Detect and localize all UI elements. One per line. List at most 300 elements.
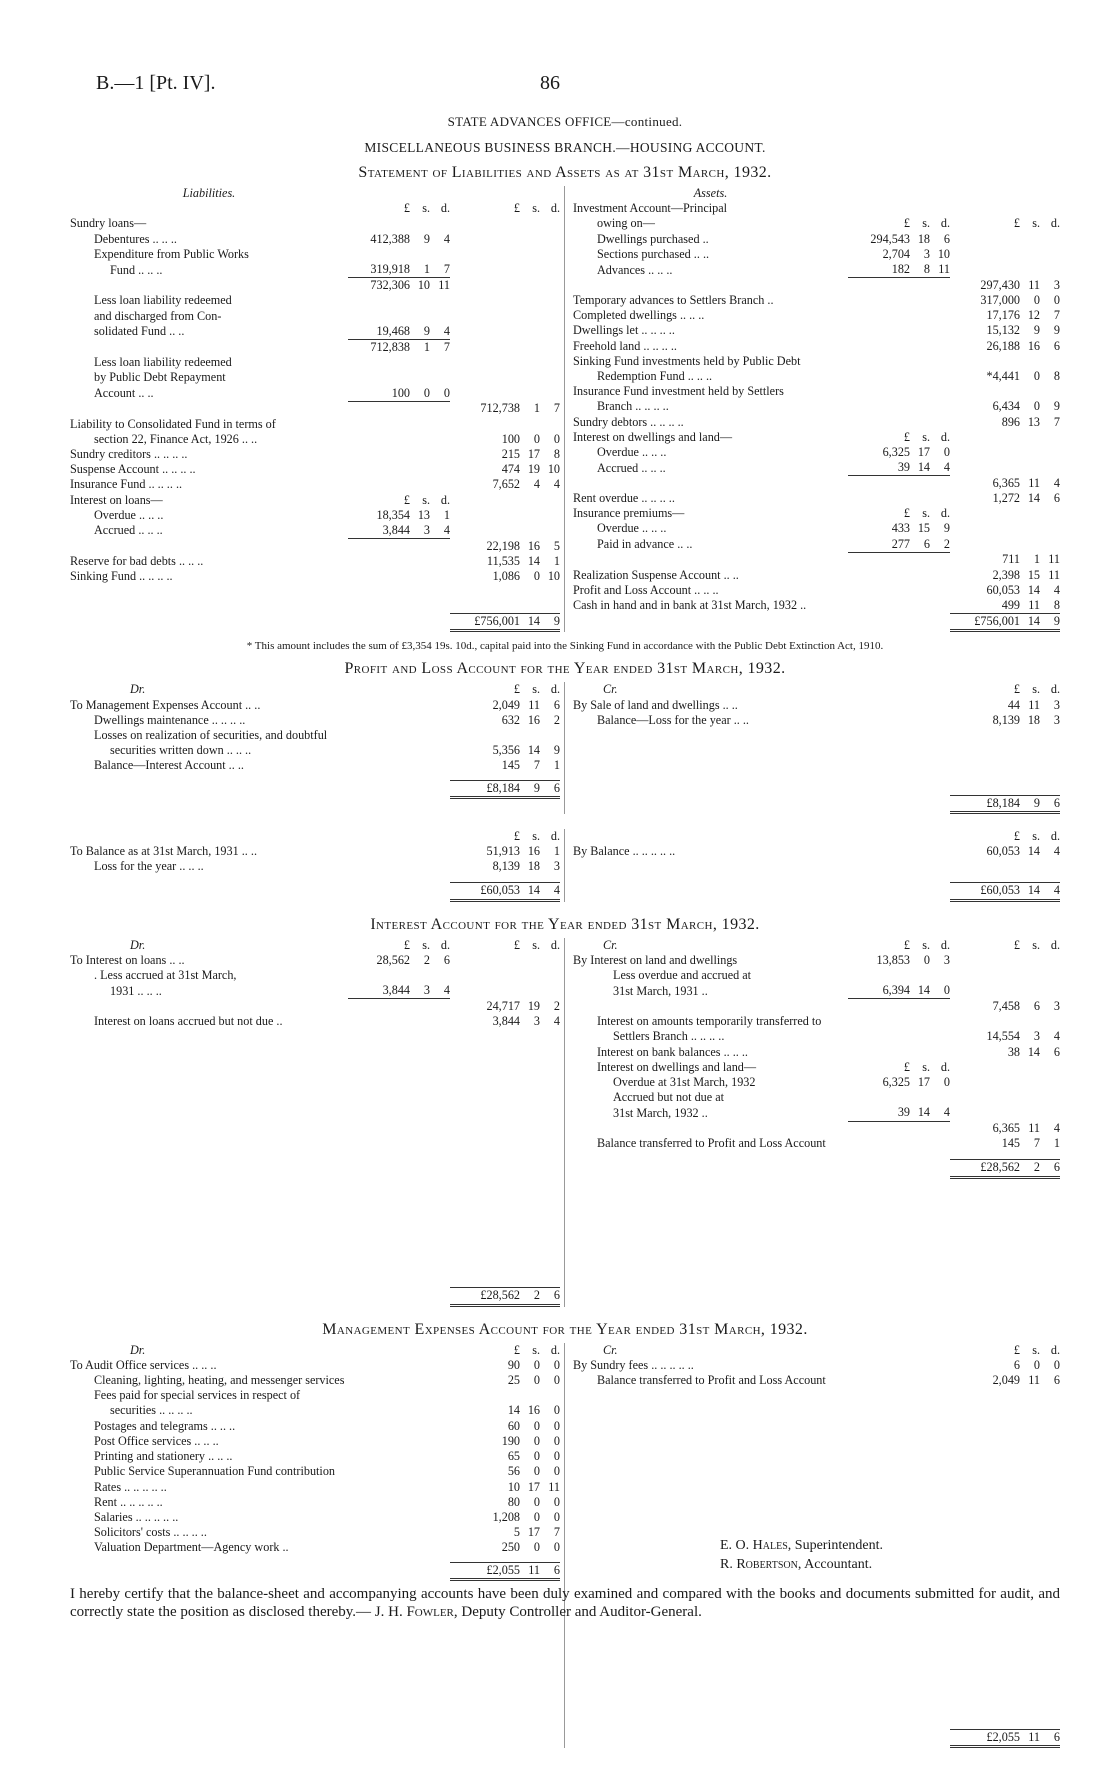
amount-pence: 4 [553, 1014, 560, 1029]
amount-pounds [848, 308, 910, 323]
row-description: By Sundry fees .. .. .. .. .. [573, 1357, 694, 1372]
amount-pounds [950, 521, 1020, 536]
row-description: Insurance Fund investment held by Settlers [573, 384, 784, 399]
amount-pounds [848, 354, 910, 369]
amount-pence [930, 476, 950, 491]
row-description: Balance transferred to Profit and Loss Account [597, 1373, 826, 1388]
amount-pence: d. [940, 429, 950, 444]
amount-pounds: 182 [891, 262, 910, 277]
amount-shillings [410, 1014, 430, 1029]
row-description: Interest on loans— [70, 492, 163, 507]
amount-pence [1040, 354, 1060, 369]
interest-debit: Dr. £ s. d. £ s. d. To Interest on loans .. .. 28,562 2 6 . Less accrued at 31st March, 1931 .. .. .. 3,844 3 4 24,717 19 2 Interest on loans accrued but not due .. 3,844 3 4 [70, 937, 560, 1029]
amount-pounds [450, 293, 520, 308]
amount-shillings: 1 [533, 401, 540, 416]
amount-pence: 11 [1048, 567, 1060, 582]
ledger-row [70, 1403, 560, 1418]
amount-shillings: 9 [423, 231, 430, 246]
amount-shillings [520, 968, 540, 983]
ledger-row [70, 743, 560, 758]
amount-shillings [910, 369, 930, 384]
amount-shillings [410, 370, 430, 385]
amount-shillings: 17 [527, 1525, 540, 1540]
amount-shillings: 10 [410, 278, 430, 294]
amount-shillings: 3 [923, 246, 930, 261]
row-description: Liability to Consolidated Fund in terms of [70, 416, 276, 431]
amount-shillings [910, 323, 930, 338]
amount-pounds: 6,325 [882, 1074, 910, 1089]
row-description: Interest on loans accrued but not due .. [94, 1014, 283, 1029]
row-description: Solicitors' costs .. .. .. .. [94, 1525, 207, 1540]
amount-pounds [450, 324, 520, 340]
amount-shillings [520, 278, 540, 294]
amount-pence: 6 [443, 952, 450, 967]
amount-pence [430, 539, 450, 554]
ledger-row [70, 340, 560, 356]
amount-pounds [950, 460, 1020, 476]
amount-pounds: 6,365 [992, 1121, 1020, 1136]
amount-pounds: 14 [507, 1403, 520, 1418]
ledger-row [573, 1060, 1060, 1075]
amount-shillings: 12 [1027, 308, 1040, 323]
ledger-row [70, 432, 560, 447]
amount-pence: 0 [553, 1509, 560, 1524]
amount-shillings: 18 [917, 231, 930, 246]
amount-shillings: 17 [917, 1074, 930, 1089]
amount-pence: 0 [1053, 292, 1060, 307]
amount-shillings: 14 [917, 983, 930, 998]
amount-pounds: 2,398 [992, 567, 1020, 582]
amount-pence: 0 [553, 1403, 560, 1418]
ledger-row [70, 508, 560, 523]
row-description: Settlers Branch .. .. .. .. [613, 1029, 725, 1044]
unit-shilling: s. [422, 201, 430, 216]
amount-shillings: s. [922, 216, 930, 231]
row-description: Sinking Fund investments held by Public Debt [573, 353, 801, 368]
ledger-row [573, 1075, 1060, 1090]
amount-shillings [910, 399, 930, 414]
amount-pounds [348, 447, 410, 462]
amount-shillings: 0 [533, 1357, 540, 1372]
amount-pounds: 6 [1013, 1357, 1020, 1372]
amount-pence [540, 983, 560, 999]
amount-pence [430, 293, 450, 308]
amount-pounds [950, 262, 1020, 278]
amount-pounds: 60,053 [986, 582, 1020, 597]
amount-shillings [910, 1045, 930, 1060]
amount-pounds: 2,049 [992, 1373, 1020, 1388]
amount-shillings: 11 [528, 697, 540, 712]
amount-shillings [910, 1090, 930, 1105]
amount-pounds: 474 [501, 462, 520, 477]
amount-pence: d. [1050, 216, 1060, 231]
amount-pounds [348, 247, 410, 262]
amount-pence: 3 [1053, 712, 1060, 727]
balance-credit: £ s. d. By Balance .. .. .. .. .. 60,053 14 4 [573, 828, 1060, 859]
amount-shillings: 11 [1028, 597, 1040, 612]
amount-pence: 1 [553, 553, 560, 568]
amount-shillings: 0 [533, 1494, 540, 1509]
amount-shillings [1020, 460, 1040, 476]
liabilities-heading: Liabilities. [182, 186, 236, 200]
amount-pounds: 65 [507, 1449, 520, 1464]
amount-pence: 3 [1053, 277, 1060, 292]
ledger-row [70, 417, 560, 432]
ledger-row [573, 445, 1060, 460]
amount-shillings: 3 [423, 522, 430, 537]
management-total-debit: £2,055 [450, 1562, 520, 1579]
amount-shillings: 18 [527, 859, 540, 874]
amount-pounds: 2,049 [492, 697, 520, 712]
branch-title: MISCELLANEOUS BUSINESS BRANCH.—HOUSING ACCOUNT. [364, 140, 766, 155]
amount-shillings: 14 [527, 743, 540, 758]
amount-pence [1040, 445, 1060, 460]
row-description: Balance—Interest Account .. .. [94, 758, 244, 773]
amount-shillings [520, 262, 540, 278]
amount-shillings [410, 477, 430, 492]
row-description: . Less accrued at 31st March, [94, 968, 237, 983]
amount-pence [430, 462, 450, 477]
row-description [573, 999, 848, 1014]
amount-pence: 4 [443, 983, 450, 998]
amount-pounds: 18,354 [376, 507, 410, 522]
amount-pounds: 5 [513, 1525, 520, 1540]
amount-pence: 11 [430, 278, 450, 294]
amount-pence [930, 552, 950, 567]
amount-shillings: 0 [533, 431, 540, 446]
amount-shillings [910, 968, 930, 983]
amount-pounds [950, 983, 1020, 999]
amount-pence [930, 384, 950, 399]
amount-pence: 7 [443, 262, 450, 277]
row-description: Paid in advance .. .. [597, 537, 693, 552]
ledger-row [573, 568, 1060, 583]
ledger-row [573, 232, 1060, 247]
balance-sheet-totals: £756,001 14 9 £756,001 14 9 [70, 613, 1060, 632]
amount-pounds [950, 354, 1020, 369]
amount-pounds [950, 506, 1020, 521]
management-credit: Cr. £ s. d. By Sundry fees .. .. .. .. .. 6 0 0 Balance transferred to Profit and Loss Account 2,049 11 6 [573, 1342, 1060, 1388]
amount-pence: d. [940, 216, 950, 231]
amount-pence [930, 1045, 950, 1060]
amount-shillings: 11 [1028, 277, 1040, 292]
amount-shillings: 0 [1033, 292, 1040, 307]
row-description: solidated Fund .. .. [94, 324, 185, 339]
amount-pounds [950, 1075, 1020, 1090]
amount-pence: 0 [943, 983, 950, 998]
row-description: Fees paid for special services in respect of [94, 1388, 301, 1403]
ledger-row [573, 983, 1060, 999]
amount-pence: 0 [553, 1418, 560, 1433]
ledger-row [70, 698, 560, 713]
amount-pounds: 712,738 [480, 401, 520, 416]
amount-pounds: 145 [1001, 1136, 1020, 1151]
row-description: By Interest on land and dwellings [573, 952, 738, 967]
amount-pence [1040, 430, 1060, 445]
amount-pence [1040, 201, 1060, 216]
amount-pounds [950, 247, 1020, 262]
amount-pounds: £ [903, 506, 910, 521]
amount-pence [540, 968, 560, 983]
amount-pounds: 190 [501, 1433, 520, 1448]
row-description: Rent overdue .. .. .. .. [573, 491, 675, 506]
ledger-row [573, 339, 1060, 354]
amount-shillings: 1 [410, 340, 430, 356]
liabilities-table [70, 186, 560, 584]
row-description: Interest on dwellings and land— [597, 1059, 757, 1074]
row-description: Overdue .. .. .. [597, 444, 667, 459]
amount-pence [430, 447, 450, 462]
amount-shillings: 0 [1033, 1357, 1040, 1372]
amount-pounds [450, 247, 520, 262]
amount-pounds: 3,844 [382, 983, 410, 998]
amount-pounds: 17,176 [986, 308, 1020, 323]
amount-shillings: 0 [533, 1540, 540, 1555]
amount-shillings: 3 [1033, 1029, 1040, 1044]
amount-pence: 10 [547, 462, 560, 477]
amount-pence: 0 [553, 1494, 560, 1509]
ledger-row [70, 1014, 560, 1029]
amount-shillings [410, 432, 430, 447]
amount-shillings [520, 1388, 540, 1403]
amount-shillings: 0 [533, 1373, 540, 1388]
amount-pence: 1 [443, 507, 450, 522]
ledger-row [573, 278, 1060, 293]
row-description: Rent .. .. .. .. .. [94, 1494, 163, 1509]
amount-pence: d. [440, 492, 450, 507]
amount-shillings: 8 [923, 262, 930, 277]
row-description: Sundry creditors .. .. .. .. [70, 446, 188, 461]
ledger-row [70, 278, 560, 294]
assets-heading: Assets. [693, 186, 728, 200]
ledger-row [573, 968, 1060, 983]
row-description: Printing and stationery .. .. .. [94, 1449, 233, 1464]
amount-pounds: 5,356 [492, 743, 520, 758]
amount-pounds [950, 953, 1020, 968]
row-description: Temporary advances to Settlers Branch .. [573, 292, 774, 307]
amount-pence: 4 [553, 477, 560, 492]
amount-pence [540, 247, 560, 262]
amount-pounds [450, 278, 520, 294]
amount-shillings [1020, 201, 1040, 216]
amount-pounds: 80 [507, 1494, 520, 1509]
amount-shillings: 0 [533, 1418, 540, 1433]
amount-pounds [848, 568, 910, 583]
liabilities-column [70, 186, 565, 613]
amount-shillings [910, 1029, 930, 1044]
amount-pence [430, 1014, 450, 1029]
amount-shillings [1020, 506, 1040, 521]
amount-pence: 2 [553, 712, 560, 727]
amount-pounds [450, 983, 520, 999]
amount-pence: 9 [1053, 323, 1060, 338]
amount-pounds [348, 477, 410, 492]
amount-pounds [348, 569, 410, 584]
amount-pounds: 10 [507, 1479, 520, 1494]
amount-pounds [348, 999, 410, 1014]
amount-pence: 6 [943, 231, 950, 246]
amount-pounds: 90 [507, 1357, 520, 1372]
row-description [70, 401, 348, 416]
amount-shillings: 16 [527, 844, 540, 859]
amount-pence [430, 569, 450, 584]
amount-pence: 0 [553, 1433, 560, 1448]
amount-shillings: s. [1032, 216, 1040, 231]
amount-pounds: 100 [501, 431, 520, 446]
unit-pound: £ [403, 201, 410, 216]
amount-pounds [950, 232, 1020, 247]
row-description: Profit and Loss Account .. .. .. [573, 582, 719, 597]
amount-pence: 4 [1053, 582, 1060, 597]
ledger-row [70, 1434, 560, 1449]
amount-shillings: 3 [423, 983, 430, 998]
amount-shillings [410, 417, 430, 432]
row-description: Branch .. .. .. .. [597, 399, 669, 414]
amount-shillings: 0 [923, 952, 930, 967]
amount-pence: 0 [553, 1357, 560, 1372]
amount-pounds [450, 232, 520, 247]
ledger-row [70, 324, 560, 340]
row-description: Less loan liability redeemed [94, 355, 232, 370]
amount-shillings: 0 [533, 569, 540, 584]
amount-pence [930, 1090, 950, 1105]
amount-pounds [848, 293, 910, 308]
row-description [70, 340, 348, 356]
amount-shillings: 14 [527, 553, 540, 568]
profit-loss-total-credit: £8,184 [950, 795, 1020, 812]
amount-pence: 10 [547, 569, 560, 584]
amount-pence [1040, 1090, 1060, 1105]
amount-shillings [520, 293, 540, 308]
row-description: Accrued .. .. .. [94, 523, 163, 538]
page-number: 86 [540, 72, 560, 94]
amount-pounds [848, 1121, 910, 1136]
amount-pounds [848, 323, 910, 338]
management-expenses-account [70, 1343, 1060, 1556]
amount-pounds: 317,000 [980, 292, 1020, 307]
amount-shillings: 0 [533, 1509, 540, 1524]
amount-shillings [520, 493, 540, 508]
amount-shillings [910, 1136, 930, 1151]
amount-pence [540, 493, 560, 508]
amount-pounds [848, 1029, 910, 1044]
amount-pence: 9 [1053, 399, 1060, 414]
amount-shillings [1020, 968, 1040, 983]
amount-pence: 0 [553, 1464, 560, 1479]
amount-pence [1040, 537, 1060, 553]
amount-pence [930, 354, 950, 369]
amount-pounds: £ [403, 492, 410, 507]
amount-pence: d. [940, 506, 950, 521]
amount-pence: 1 [553, 844, 560, 859]
ledger-row [70, 1510, 560, 1525]
signature-accountant: R. Robertson, Accountant. [720, 1557, 873, 1572]
row-description: Realization Suspense Account .. .. [573, 567, 739, 582]
amount-pounds: 711 [1002, 552, 1020, 567]
amount-pence [1040, 953, 1060, 968]
amount-pounds: 44 [1007, 697, 1020, 712]
amount-shillings [910, 598, 930, 613]
amount-shillings [910, 308, 930, 323]
ledger-row [70, 758, 560, 773]
ledger-row [573, 583, 1060, 598]
amount-pounds [450, 340, 520, 356]
ledger-row [70, 1449, 560, 1464]
auditor-name: J. H. Fowler [374, 1604, 454, 1620]
amount-pence [430, 999, 450, 1014]
amount-pence: 11 [938, 262, 950, 277]
ledger-row [70, 477, 560, 492]
amount-pounds [848, 399, 910, 414]
amount-shillings: 11 [1028, 1121, 1040, 1136]
amount-pounds: 38 [1007, 1044, 1020, 1059]
ledger-row [70, 309, 560, 324]
balance-total-credit: £60,053 [950, 883, 1020, 900]
amount-pounds: 277 [891, 536, 910, 551]
amount-pounds: 39 [897, 460, 910, 475]
amount-pounds: 145 [501, 758, 520, 773]
row-description: Losses on realization of securities, and doubtful [94, 728, 328, 742]
amount-shillings [1020, 232, 1040, 247]
amount-pounds [950, 1105, 1020, 1121]
ledger-row [70, 247, 560, 262]
row-description: Account .. .. [94, 386, 154, 401]
amount-shillings: 6 [1033, 998, 1040, 1013]
ledger-row [70, 859, 560, 874]
row-description: Rates .. .. .. .. .. [94, 1479, 167, 1494]
ledger-row [573, 713, 1060, 728]
amount-pounds: 39 [897, 1105, 910, 1120]
ledger-row [573, 491, 1060, 506]
amount-pence: 0 [553, 1540, 560, 1555]
row-description [70, 278, 348, 294]
amount-pounds [348, 401, 410, 416]
amount-pounds [450, 216, 520, 231]
amount-pounds [450, 262, 520, 278]
row-description: Loss for the year .. .. .. [94, 859, 204, 874]
amount-pence: 8 [1053, 368, 1060, 383]
amount-pounds [348, 216, 410, 231]
row-description: Suspense Account .. .. .. .. [70, 462, 196, 477]
row-description: Overdue .. .. .. [597, 521, 667, 536]
row-description: To Management Expenses Account .. .. [70, 697, 261, 712]
ledger-row [70, 401, 560, 416]
amount-shillings [520, 309, 540, 324]
amount-shillings: 6 [923, 536, 930, 551]
amount-pence [930, 1029, 950, 1044]
row-description: Advances .. .. .. [597, 262, 673, 277]
assets-total: £756,001 [950, 614, 1020, 631]
amount-shillings [1020, 1060, 1040, 1075]
amount-pounds: £ [1013, 216, 1020, 231]
amount-pounds: 8,139 [492, 859, 520, 874]
ledger-row [573, 323, 1060, 338]
management-total-credit: £2,055 [950, 1729, 1020, 1746]
amount-pounds [450, 355, 520, 370]
amount-pence: 0 [553, 1373, 560, 1388]
row-description: Valuation Department—Agency work .. [94, 1540, 289, 1555]
row-description: Overdue .. .. .. [94, 507, 164, 522]
amount-pence [930, 1121, 950, 1136]
profit-loss-account [70, 682, 1060, 773]
amount-pounds [348, 554, 410, 569]
amount-shillings: 16 [527, 712, 540, 727]
amount-shillings: 19 [527, 462, 540, 477]
row-description [70, 539, 348, 554]
amount-shillings: 2 [423, 952, 430, 967]
amount-pounds: 28,562 [376, 952, 410, 967]
amount-pounds: 26,188 [986, 338, 1020, 353]
